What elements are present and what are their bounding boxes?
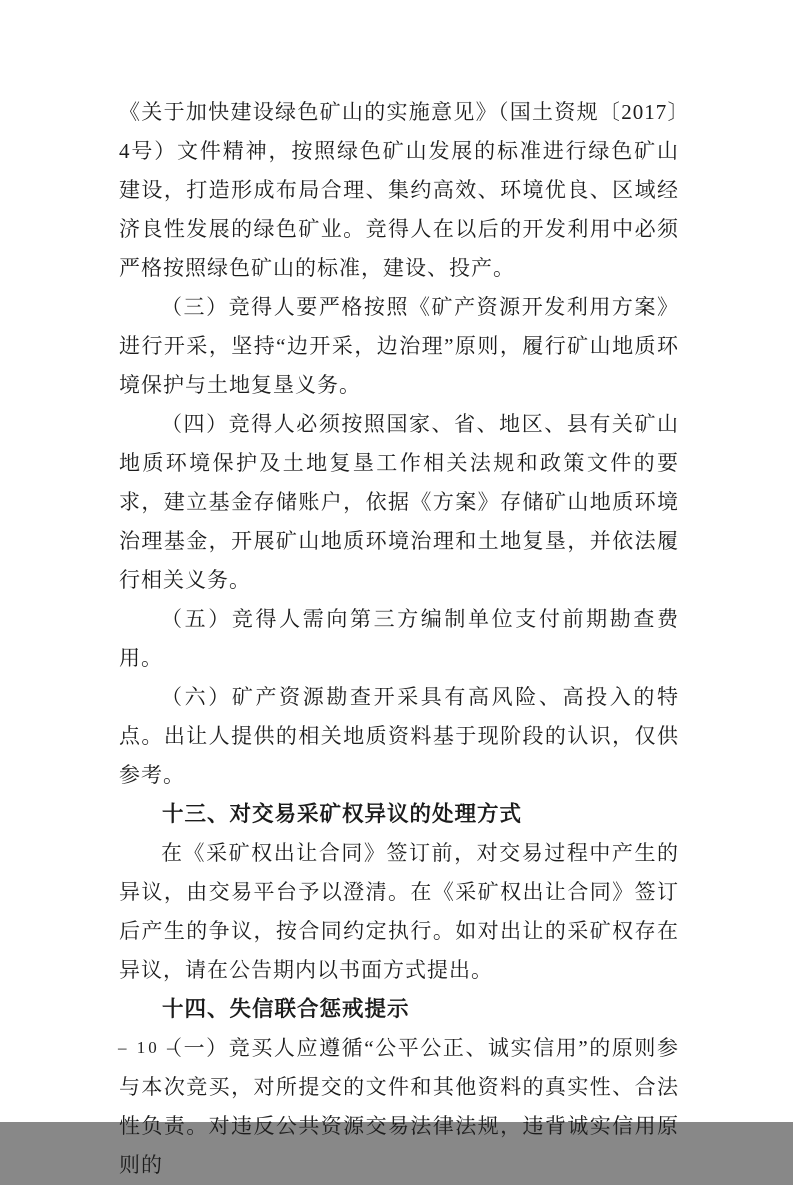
- paragraph-section-14-body: （一）竞买人应遵循“公平公正、诚实信用”的原则参与本次竞买，对所提交的文件和其他资料的真实性、合法性负责。对违反公共资源交易法律法规，违背诚实信用原则的: [119, 1036, 679, 1177]
- paragraph-item-5: （五）竞得人需向第三方编制单位支付前期勘查费用。: [119, 607, 679, 670]
- paragraph-item-3: （三）竞得人要严格按照《矿产资源开发利用方案》进行开采，坚持“边开采，边治理”原则，履行矿山地质环境保护与土地复垦义务。: [119, 295, 679, 397]
- paragraph-item-6: （六）矿产资源勘查开采具有高风险、高投入的特点。出让人提供的相关地质资料基于现阶段的认识，仅供参考。: [119, 685, 679, 787]
- paragraph-continuation-green-mine: 《关于加快建设绿色矿山的实施意见》（国土资规〔2017〕4号）文件精神，按照绿色矿山发展的标准进行绿色矿山建设，打造形成布局合理、集约高效、环境优良、区域经济良性发展的绿色矿业。竞得人在以后的开发利用中必须严格按照绿色矿山的标准，建设、投产。: [119, 100, 679, 280]
- document-body: [119, 93, 679, 1185]
- paragraph-item-4: （四）竞得人必须按照国家、省、地区、县有关矿山地质环境保护及土地复垦工作相关法规和政策文件的要求，建立基金存储账户，依据《方案》存储矿山地质环境治理基金，开展矿山地质环境治理和土地复垦，并依法履行相关义务。: [119, 412, 679, 592]
- section-heading-14: 十四、失信联合惩戒提示: [162, 997, 410, 1021]
- section-heading-13: 十三、对交易采矿权异议的处理方式: [162, 802, 523, 826]
- paragraph-section-13-body: 在《采矿权出让合同》签订前，对交易过程中产生的异议，由交易平台予以澄清。在《采矿权出让合同》签订后产生的争议，按合同约定执行。如对出让的采矿权存在异议，请在公告期内以书面方式提出。: [119, 841, 679, 982]
- page-number: – 10 –: [118, 1038, 179, 1057]
